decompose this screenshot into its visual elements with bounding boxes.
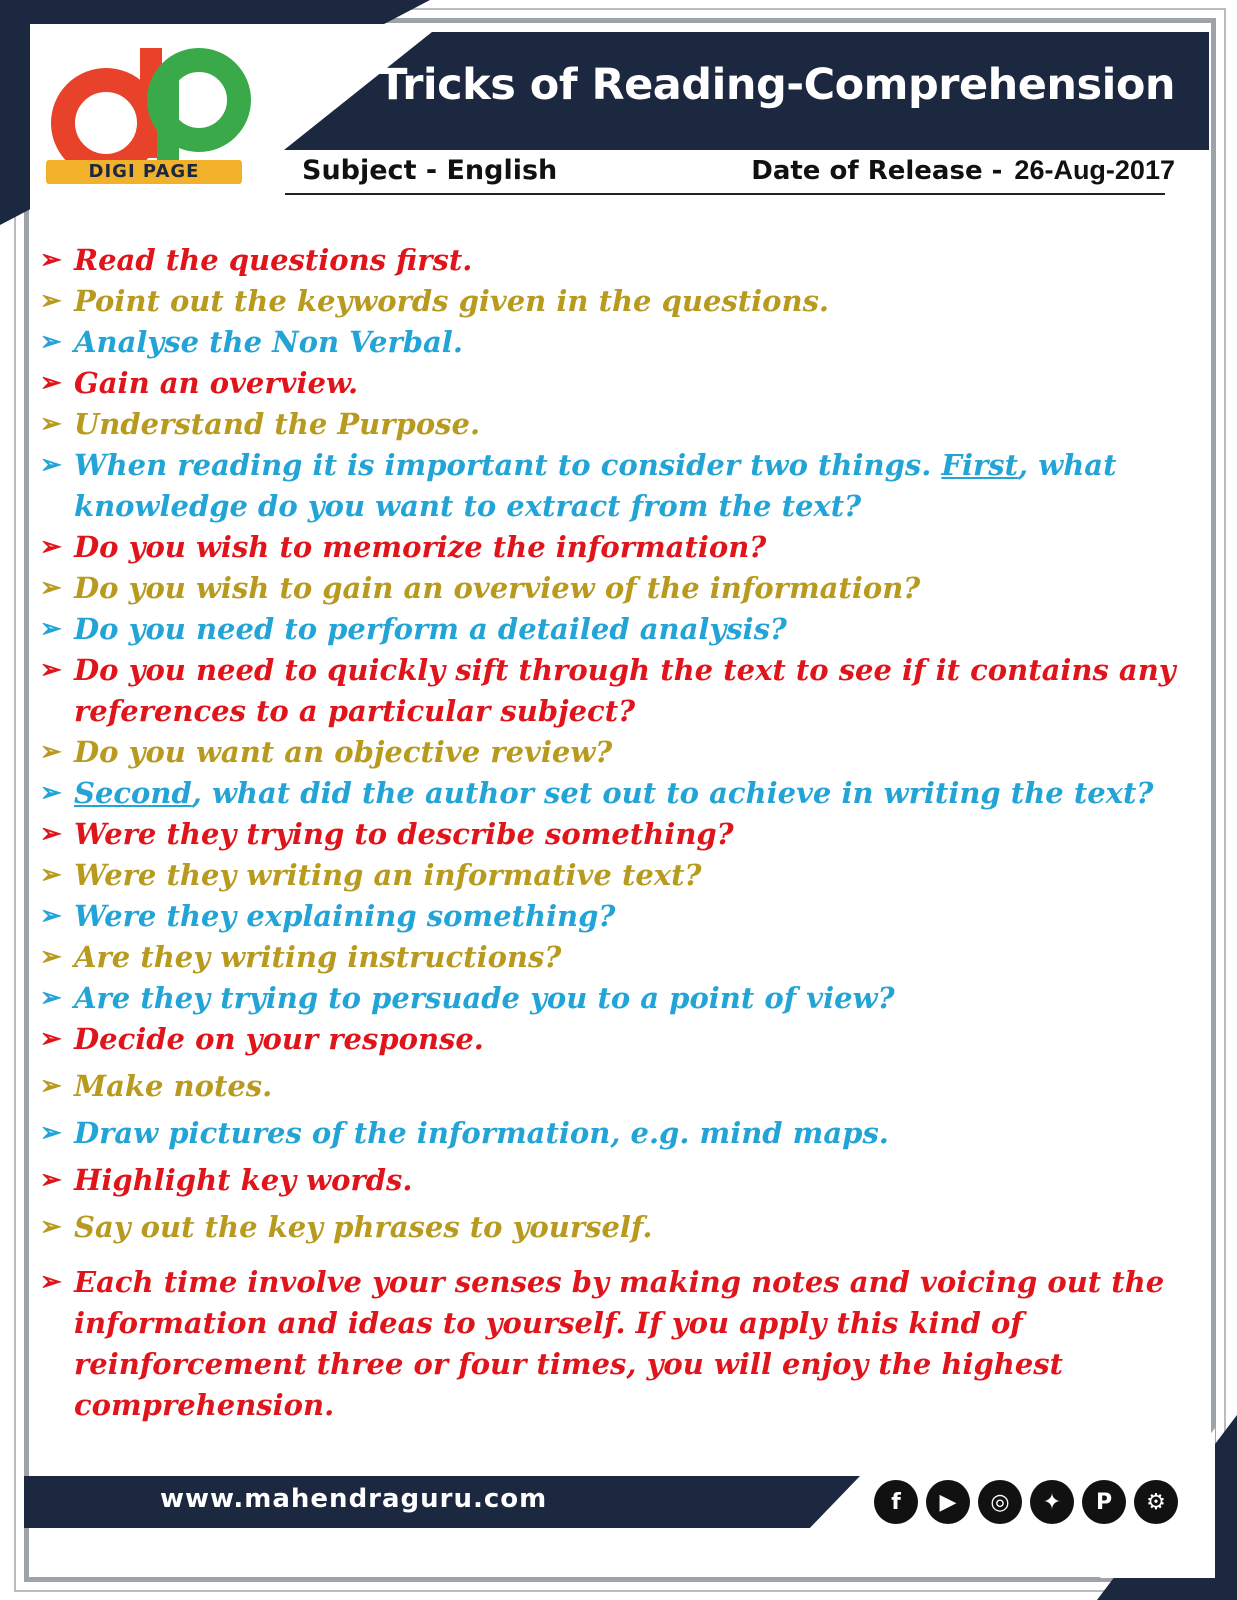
arrow-bullet-icon: ➢ xyxy=(40,245,62,275)
tip-text: Do you wish to gain an overview of the information? xyxy=(74,571,921,605)
tip-item xyxy=(40,937,1190,978)
tip-text: Were they writing an informative text? xyxy=(74,858,702,892)
tip-item xyxy=(40,445,1190,527)
tip-item xyxy=(40,363,1190,404)
tip-item xyxy=(40,568,1190,609)
tip-item xyxy=(40,855,1190,896)
release-info xyxy=(751,155,1175,186)
instagram-icon[interactable]: ◎ xyxy=(978,1480,1022,1524)
tip-text: Are they trying to persuade you to a point of view? xyxy=(74,981,895,1015)
tip-text: Were they trying to describe something? xyxy=(74,817,734,851)
tip-text: Do you want an objective review? xyxy=(74,735,613,769)
release-label: Date of Release - xyxy=(751,156,1003,186)
header-rule xyxy=(285,193,1165,195)
tip-text: Do you wish to memorize the information? xyxy=(74,530,767,564)
arrow-bullet-icon: ➢ xyxy=(40,860,62,890)
tip-text: Are they writing instructions? xyxy=(74,940,562,974)
tip-item xyxy=(40,1262,1190,1426)
tip-emphasis: Second xyxy=(74,776,192,810)
tip-item xyxy=(40,732,1190,773)
arrow-bullet-icon: ➢ xyxy=(40,532,62,562)
arrow-bullet-icon: ➢ xyxy=(40,1212,62,1242)
facebook-icon[interactable]: f xyxy=(874,1480,918,1524)
arrow-bullet-icon: ➢ xyxy=(40,983,62,1013)
tip-item xyxy=(40,650,1190,732)
arrow-bullet-icon: ➢ xyxy=(40,1071,62,1101)
arrow-bullet-icon: ➢ xyxy=(40,368,62,398)
youtube-icon[interactable]: ▶ xyxy=(926,1480,970,1524)
tip-text: Understand the Purpose. xyxy=(74,407,481,441)
arrow-bullet-icon: ➢ xyxy=(40,737,62,767)
arrow-bullet-icon: ➢ xyxy=(40,327,62,357)
tip-text: Do you need to perform a detailed analysis? xyxy=(74,612,787,646)
tip-text: Analyse the Non Verbal. xyxy=(74,325,463,359)
tip-item xyxy=(40,1160,1190,1201)
release-date: 26-Aug-2017 xyxy=(1014,155,1175,185)
tip-item xyxy=(40,609,1190,650)
tip-item xyxy=(40,240,1190,281)
logo-badge: DIGI PAGE xyxy=(46,160,242,184)
tip-text: , what did the author set out to achieve in writing the text? xyxy=(191,776,1154,810)
tip-text: Read the questions first. xyxy=(74,243,473,277)
tip-emphasis: First xyxy=(941,448,1019,482)
arrow-bullet-icon: ➢ xyxy=(40,1024,62,1054)
tip-text: Draw pictures of the information, e.g. mind maps. xyxy=(74,1116,889,1150)
tip-text: When reading it is important to consider two things. xyxy=(74,448,942,482)
arrow-bullet-icon: ➢ xyxy=(40,942,62,972)
tip-item xyxy=(40,281,1190,322)
arrow-bullet-icon: ➢ xyxy=(40,286,62,316)
website-link[interactable]: www.mahendraguru.com xyxy=(160,1484,548,1514)
arrow-bullet-icon: ➢ xyxy=(40,655,62,685)
tip-item xyxy=(40,1066,1190,1107)
subject-label: Subject - English xyxy=(302,155,558,186)
tip-text: Decide on your response. xyxy=(74,1022,484,1056)
tip-item xyxy=(40,527,1190,568)
tips-list xyxy=(40,240,1190,1426)
tip-item xyxy=(40,978,1190,1019)
tip-text: Were they explaining something? xyxy=(74,899,616,933)
arrow-bullet-icon: ➢ xyxy=(40,409,62,439)
tip-item xyxy=(40,1207,1190,1248)
tip-text: Say out the key phrases to yourself. xyxy=(74,1210,653,1244)
arrow-bullet-icon: ➢ xyxy=(40,1118,62,1148)
tip-item xyxy=(40,896,1190,937)
tip-text: Point out the keywords given in the questions. xyxy=(74,284,829,318)
arrow-bullet-icon: ➢ xyxy=(40,614,62,644)
arrow-bullet-icon: ➢ xyxy=(40,573,62,603)
tip-item xyxy=(40,814,1190,855)
tip-text: Each time involve your senses by making notes and voicing out the information and ideas to yourself. If you apply this kind of reinforcement three or four times, you will enjoy the highest comprehension. xyxy=(74,1265,1165,1422)
arrow-bullet-icon: ➢ xyxy=(40,901,62,931)
android-icon[interactable]: ⚙ xyxy=(1134,1480,1178,1524)
tip-item xyxy=(40,322,1190,363)
tip-item xyxy=(40,404,1190,445)
tip-item xyxy=(40,1019,1190,1060)
tip-text: Highlight key words. xyxy=(74,1163,413,1197)
arrow-bullet-icon: ➢ xyxy=(40,1267,62,1297)
pinterest-icon[interactable]: P xyxy=(1082,1480,1126,1524)
arrow-bullet-icon: ➢ xyxy=(40,450,62,480)
arrow-bullet-icon: ➢ xyxy=(40,1165,62,1195)
tip-item xyxy=(40,773,1190,814)
arrow-bullet-icon: ➢ xyxy=(40,778,62,808)
tip-text: Make notes. xyxy=(74,1069,273,1103)
twitter-icon[interactable]: ✦ xyxy=(1030,1480,1074,1524)
tip-item xyxy=(40,1113,1190,1154)
tip-text: , what knowledge do you want to extract from the text? xyxy=(74,448,1117,523)
tip-text: Gain an overview. xyxy=(74,366,359,400)
tip-text: Do you need to quickly sift through the text to see if it contains any references to a particular subject? xyxy=(74,653,1176,728)
arrow-bullet-icon: ➢ xyxy=(40,819,62,849)
social-icons xyxy=(874,1480,1178,1524)
page-title: Tricks of Reading-Comprehension xyxy=(378,60,1175,110)
